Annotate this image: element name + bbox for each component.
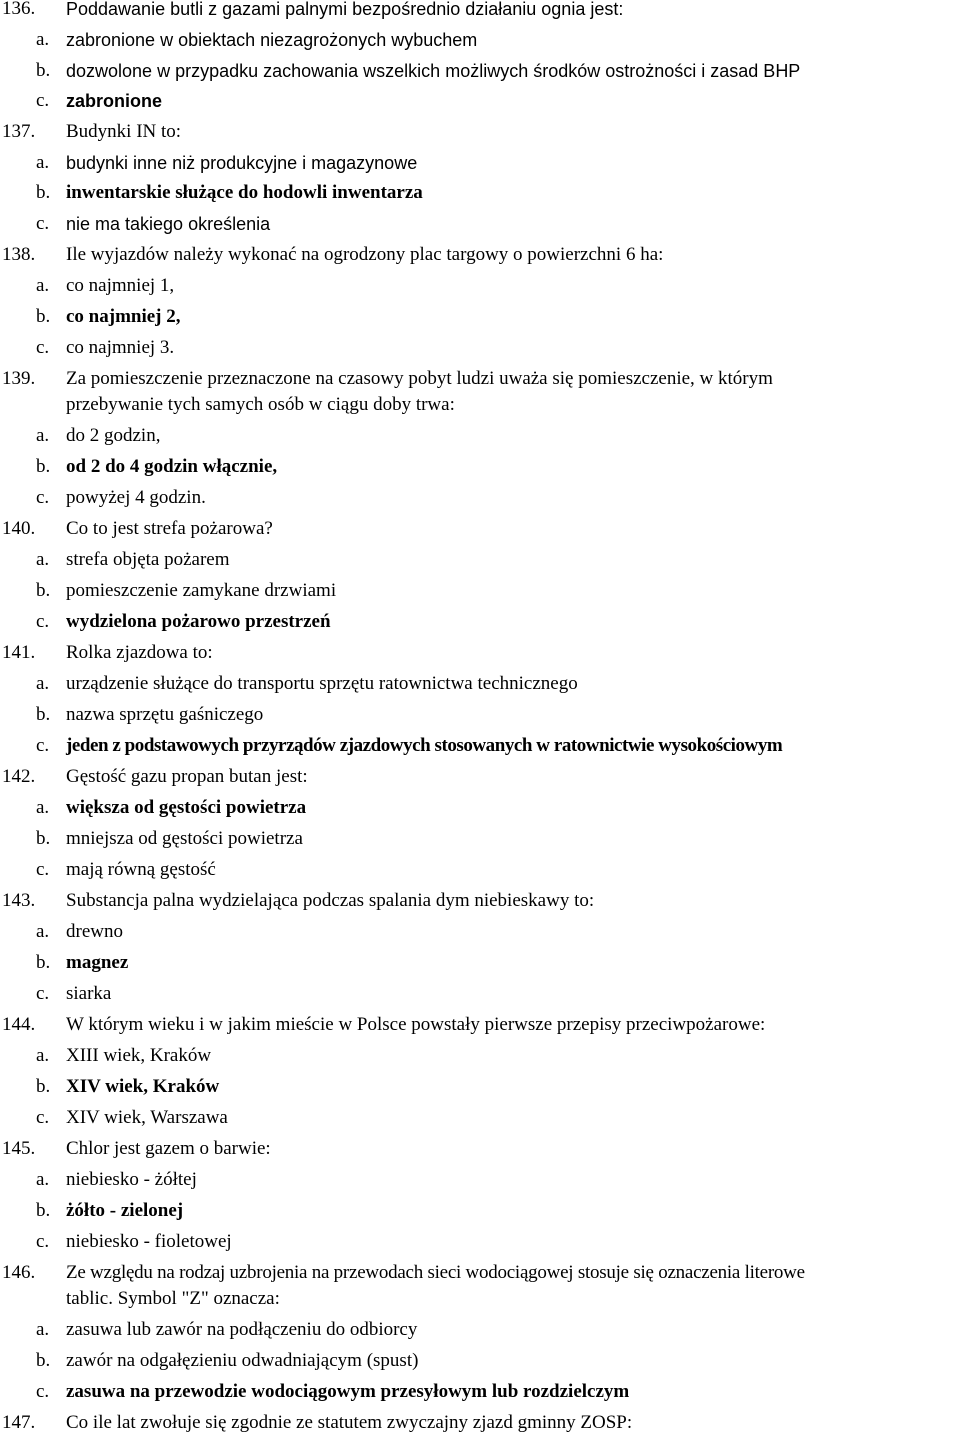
correct-answer-text: inwentarskie służące do hodowli inwentarza — [66, 182, 423, 203]
correct-answer-text: magnez — [66, 952, 129, 973]
question-text: przebywanie tych samych osób w ciągu doby trwa: — [66, 394, 455, 415]
question-number: 137. — [2, 121, 36, 142]
option-letter: b. — [36, 1076, 51, 1097]
question-text: Gęstość gazu propan butan jest: — [66, 766, 308, 787]
answer-option — [0, 857, 960, 883]
question-number: 142. — [2, 766, 36, 787]
option-text: co najmniej 3. — [66, 337, 175, 358]
question-text: Poddawanie butli z gazami palnymi bezpośrednio działaniu ognia jest: — [66, 0, 624, 19]
option-letter: c. — [36, 1107, 50, 1128]
option-letter: b. — [36, 306, 51, 327]
correct-answer-text: żółto - zielonej — [66, 1200, 184, 1221]
question-line — [0, 1012, 960, 1038]
option-text: niebiesko - żółtej — [66, 1169, 197, 1190]
option-text: XIII wiek, Kraków — [66, 1045, 212, 1066]
option-text: nie ma takiego określenia — [66, 214, 271, 234]
answer-option — [0, 1317, 960, 1343]
option-text: mają równą gęstość — [66, 859, 216, 880]
answer-option — [0, 981, 960, 1007]
option-letter: b. — [36, 952, 51, 973]
option-letter: b. — [36, 1200, 51, 1221]
option-letter: a. — [36, 921, 50, 942]
question-text: W którym wieku i w jakim mieście w Polsce powstały pierwsze przepisy przeciwpożarowe: — [66, 1014, 766, 1035]
correct-answer-text: wydzielona pożarowo przestrzeń — [66, 611, 331, 632]
correct-answer-text: XIV wiek, Kraków — [66, 1076, 220, 1097]
question-number: 141. — [2, 642, 36, 663]
question-line — [0, 764, 960, 790]
option-letter: a. — [36, 549, 50, 570]
question-text: Co ile lat zwołuje się zgodnie ze statutem zwyczajny zjazd gminny ZOSP: — [66, 1412, 633, 1433]
option-text: budynki inne niż produkcyjne i magazynowe — [66, 153, 418, 173]
question-line — [0, 1410, 960, 1436]
answer-option — [0, 609, 960, 635]
option-letter: b. — [36, 456, 51, 477]
correct-answer-text: jeden z podstawowych przyrządów zjazdowych stosowanych w ratownictwie wysokościowym — [66, 735, 783, 756]
option-letter: a. — [36, 1169, 50, 1190]
question-text: tablic. Symbol "Z" oznacza: — [66, 1288, 280, 1309]
correct-answer-text: większa od gęstości powietrza — [66, 797, 307, 818]
answer-option — [0, 671, 960, 697]
option-text: mniejsza od gęstości powietrza — [66, 828, 303, 849]
answer-option — [0, 1105, 960, 1131]
option-text: urządzenie służące do transportu sprzętu ratownictwa technicznego — [66, 673, 578, 694]
option-letter: a. — [36, 1045, 50, 1066]
question-line — [0, 119, 960, 145]
question-number: 136. — [2, 0, 36, 19]
option-letter: b. — [36, 182, 51, 203]
answer-option — [0, 88, 960, 114]
answer-option — [0, 1074, 960, 1100]
answer-option — [0, 1229, 960, 1255]
answer-option — [0, 1348, 960, 1374]
question-number: 139. — [2, 368, 36, 389]
answer-option — [0, 454, 960, 480]
option-letter: c. — [36, 487, 50, 508]
answer-option — [0, 335, 960, 361]
question-line — [0, 0, 960, 22]
answer-option — [0, 27, 960, 53]
question-text: Ze względu na rodzaj uzbrojenia na przewodach sieci wodociągowej stosuje się oznaczenia literowe — [66, 1262, 805, 1283]
option-letter: c. — [36, 859, 50, 880]
option-text: XIV wiek, Warszawa — [66, 1107, 228, 1128]
question-continuation — [0, 392, 960, 418]
answer-option — [0, 1379, 960, 1405]
option-text: zasuwa lub zawór na podłączeniu do odbiorcy — [66, 1319, 418, 1340]
option-letter: a. — [36, 29, 50, 50]
option-letter: c. — [36, 611, 50, 632]
option-text: pomieszczenie zamykane drzwiami — [66, 580, 337, 601]
correct-answer-text: od 2 do 4 godzin włącznie, — [66, 456, 278, 477]
option-letter: a. — [36, 152, 50, 173]
question-line — [0, 242, 960, 268]
option-text: drewno — [66, 921, 123, 942]
option-letter: b. — [36, 704, 51, 725]
answer-option — [0, 1043, 960, 1069]
question-line — [0, 1136, 960, 1162]
option-letter: b. — [36, 60, 51, 81]
question-line — [0, 888, 960, 914]
answer-option — [0, 795, 960, 821]
question-line — [0, 516, 960, 542]
option-letter: b. — [36, 828, 51, 849]
option-text: co najmniej 1, — [66, 275, 175, 296]
option-text: strefa objęta pożarem — [66, 549, 230, 570]
answer-option — [0, 702, 960, 728]
question-text: Chlor jest gazem o barwie: — [66, 1138, 271, 1159]
option-text: powyżej 4 godzin. — [66, 487, 206, 508]
question-text: Co to jest strefa pożarowa? — [66, 518, 273, 539]
question-number: 138. — [2, 244, 36, 265]
answer-option — [0, 150, 960, 176]
answer-option — [0, 58, 960, 84]
answer-option — [0, 1198, 960, 1224]
question-text: Budynki IN to: — [66, 121, 182, 142]
option-letter: a. — [36, 673, 50, 694]
answer-option — [0, 919, 960, 945]
option-text: zabronione w obiektach niezagrożonych wybuchem — [66, 30, 478, 50]
answer-option — [0, 826, 960, 852]
option-letter: a. — [36, 275, 50, 296]
question-number: 145. — [2, 1138, 36, 1159]
question-continuation — [0, 1286, 960, 1312]
question-text: Za pomieszczenie przeznaczone na czasowy pobyt ludzi uważa się pomieszczenie, w którym — [66, 368, 773, 389]
answer-option — [0, 547, 960, 573]
option-letter: b. — [36, 1350, 51, 1371]
question-number: 146. — [2, 1262, 36, 1283]
answer-option — [0, 485, 960, 511]
answer-option — [0, 273, 960, 299]
answer-option — [0, 304, 960, 330]
answer-option — [0, 578, 960, 604]
option-text: dozwolone w przypadku zachowania wszelkich możliwych środków ostrożności i zasad BHP — [66, 61, 801, 81]
option-letter: c. — [36, 735, 50, 756]
question-line — [0, 640, 960, 666]
option-letter: c. — [36, 213, 50, 234]
option-letter: a. — [36, 797, 50, 818]
answer-option — [0, 1167, 960, 1193]
answer-option — [0, 211, 960, 237]
option-letter: c. — [36, 90, 50, 111]
answer-option — [0, 180, 960, 206]
option-letter: b. — [36, 580, 51, 601]
option-text: nazwa sprzętu gaśniczego — [66, 704, 264, 725]
question-line — [0, 366, 960, 392]
option-text: zawór na odgałęzieniu odwadniającym (spust) — [66, 1350, 419, 1371]
question-line — [0, 1260, 960, 1286]
question-text: Rolka zjazdowa to: — [66, 642, 213, 663]
question-number: 143. — [2, 890, 36, 911]
option-letter: c. — [36, 983, 50, 1004]
option-text: niebiesko - fioletowej — [66, 1231, 232, 1252]
option-text: do 2 godzin, — [66, 425, 161, 446]
answer-option — [0, 423, 960, 449]
question-text: Substancja palna wydzielająca podczas spalania dym niebieskawy to: — [66, 890, 595, 911]
option-letter: c. — [36, 1231, 50, 1252]
question-number: 140. — [2, 518, 36, 539]
correct-answer-text: zabronione — [66, 91, 163, 111]
correct-answer-text: co najmniej 2, — [66, 306, 181, 327]
answer-option — [0, 733, 960, 759]
question-number: 147. — [2, 1412, 36, 1433]
option-letter: c. — [36, 337, 50, 358]
question-number: 144. — [2, 1014, 36, 1035]
option-letter: a. — [36, 1319, 50, 1340]
answer-option — [0, 950, 960, 976]
option-letter: c. — [36, 1381, 50, 1402]
correct-answer-text: zasuwa na przewodzie wodociągowym przesyłowym lub rozdzielczym — [66, 1381, 630, 1402]
option-text: siarka — [66, 983, 112, 1004]
question-text: Ile wyjazdów należy wykonać na ogrodzony plac targowy o powierzchni 6 ha: — [66, 244, 664, 265]
option-letter: a. — [36, 425, 50, 446]
